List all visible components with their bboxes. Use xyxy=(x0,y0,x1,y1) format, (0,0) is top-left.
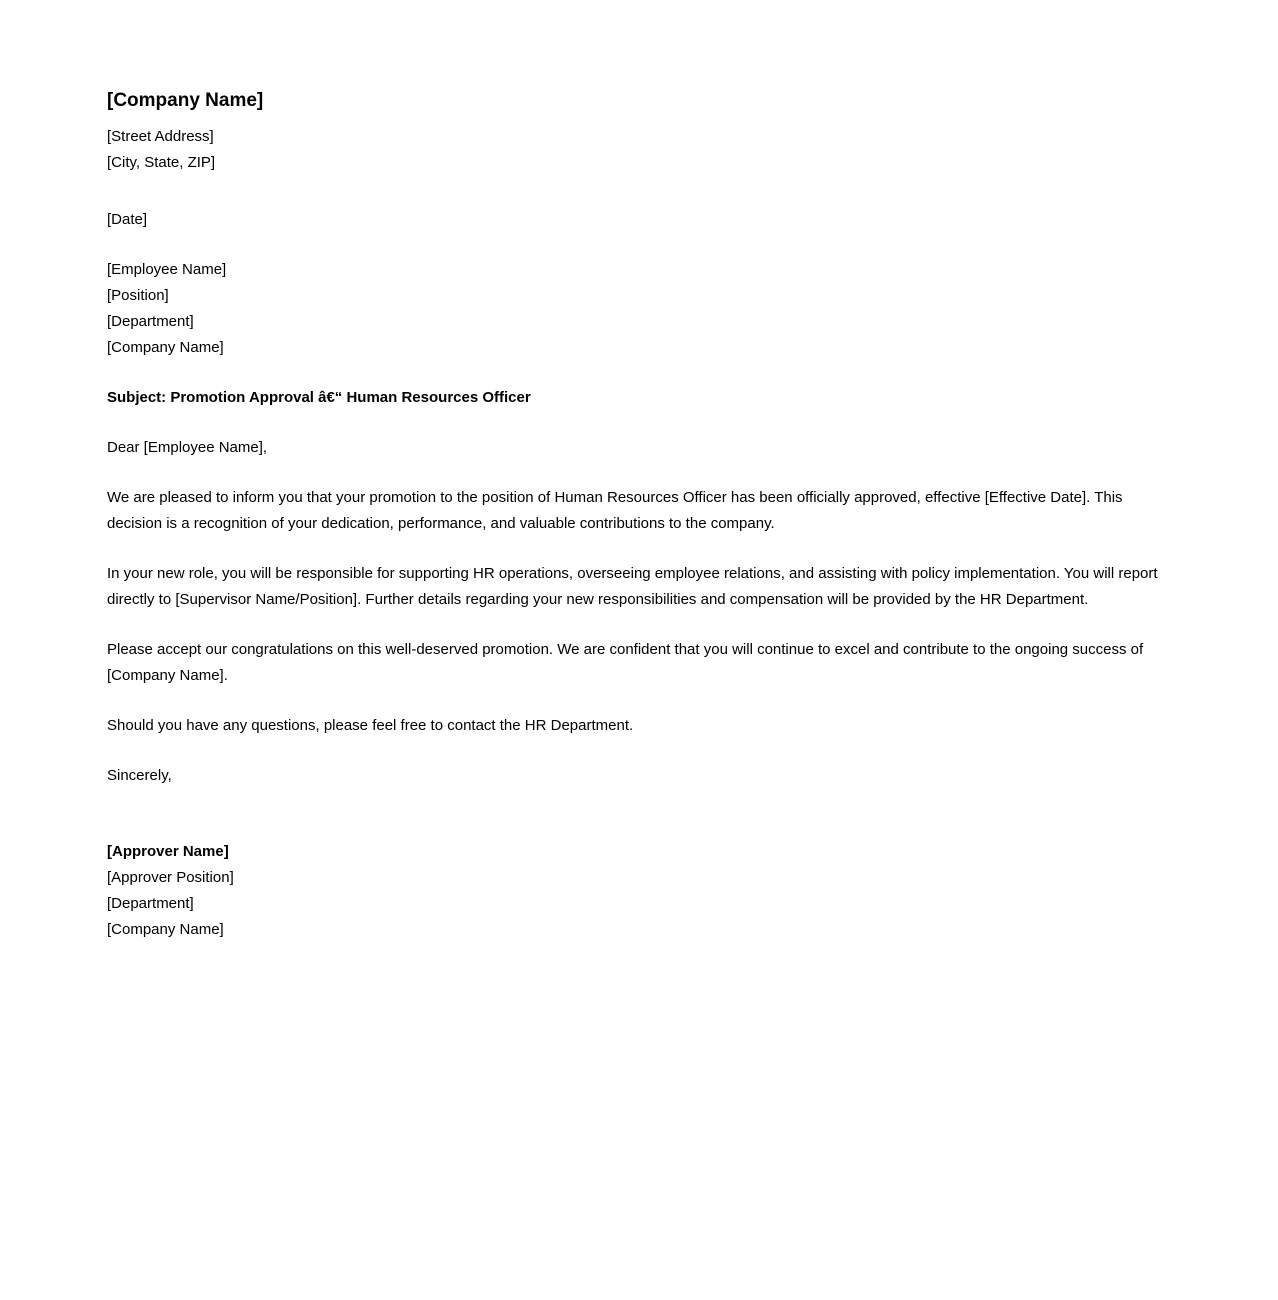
letter-content xyxy=(107,88,1159,943)
letterhead-street-address: [Street Address] xyxy=(107,128,214,145)
approver-name: [Approver Name] xyxy=(107,843,229,860)
salutation: Dear [Employee Name], xyxy=(107,439,268,456)
approver-position: [Approver Position] xyxy=(107,869,234,886)
letterhead-city-state-zip: [City, State, ZIP] xyxy=(107,154,216,171)
closing-line: Sincerely, xyxy=(107,767,172,784)
recipient-block xyxy=(107,257,1159,361)
letterhead-company-name: [Company Name] xyxy=(107,90,264,111)
body-paragraph-3: Please accept our congratulations on this well-deserved promotion. We are confident that you will continue to excel and contribute to the ongoing success of [Company Name]. xyxy=(107,641,1144,684)
approver-company: [Company Name] xyxy=(107,921,224,938)
subject-line: Subject: Promotion Approval â€“ Human Resources Officer xyxy=(107,389,531,406)
body-paragraph-1: We are pleased to inform you that your promotion to the position of Human Resources Officer has been officially approved, effective [Effective Date]. This decision is a recognition of your dedication, performance, and valuable contributions to the company. xyxy=(107,489,1123,532)
recipient-company: [Company Name] xyxy=(107,339,224,356)
recipient-department: [Department] xyxy=(107,313,194,330)
recipient-name: [Employee Name] xyxy=(107,261,227,278)
date-line: [Date] xyxy=(107,211,148,228)
approver-department: [Department] xyxy=(107,895,194,912)
signature-block xyxy=(107,839,1159,943)
contact-line: Should you have any questions, please feel free to contact the HR Department. xyxy=(107,717,634,734)
recipient-position: [Position] xyxy=(107,287,169,304)
body-paragraph-2: In your new role, you will be responsible for supporting HR operations, overseeing employee relations, and assisting with policy implementation. You will report directly to [Supervisor Name/Position]. Further details regarding your new responsibilities and compensation will be provided by the HR Department. xyxy=(107,565,1158,608)
